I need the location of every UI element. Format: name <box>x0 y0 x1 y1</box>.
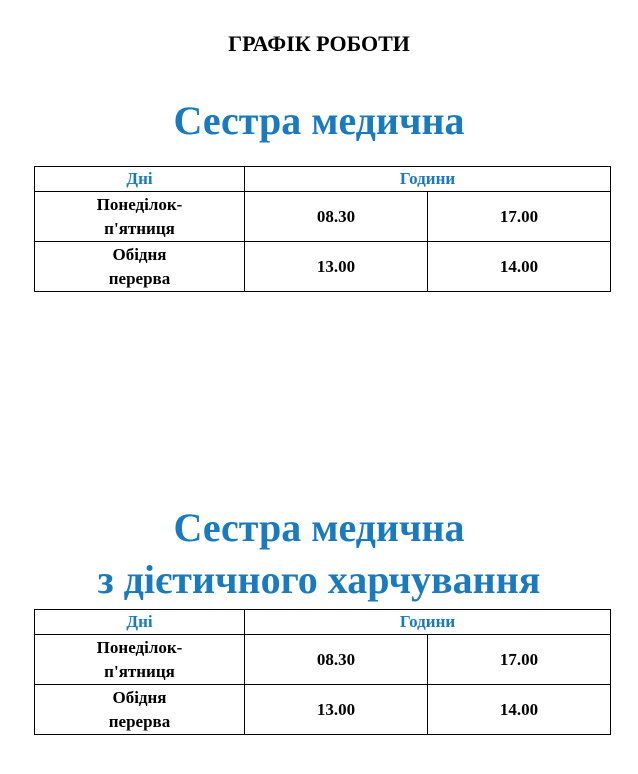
table-row <box>35 242 611 292</box>
day-line: п'ятниця <box>104 661 175 681</box>
day-cell <box>35 685 245 735</box>
day-line: п'ятниця <box>104 218 175 238</box>
time-to-cell: 14.00 <box>428 685 611 735</box>
table-row <box>35 192 611 242</box>
time-to-cell: 17.00 <box>428 192 611 242</box>
table-row <box>35 685 611 735</box>
table-header-row <box>35 610 611 635</box>
table-row <box>35 635 611 685</box>
day-cell <box>35 242 245 292</box>
time-from-cell: 08.30 <box>245 635 428 685</box>
time-from-cell: 13.00 <box>245 685 428 735</box>
section-title-diet-nurse <box>0 502 638 606</box>
day-line: Обідня <box>112 687 167 707</box>
day-line: перерва <box>108 268 171 288</box>
section-title-nurse: Сестра медична <box>173 98 465 143</box>
time-from-cell: 13.00 <box>245 242 428 292</box>
schedule-table-diet-nurse <box>34 609 611 735</box>
page-title: ГРАФІК РОБОТИ <box>228 31 410 56</box>
header-hours: Години <box>245 610 611 635</box>
day-line: Понеділок- <box>96 637 183 657</box>
header-hours: Години <box>245 167 611 192</box>
section-title-line: з дієтичного харчування <box>97 557 541 602</box>
time-to-cell: 17.00 <box>428 635 611 685</box>
day-cell <box>35 635 245 685</box>
day-line: Обідня <box>112 244 167 264</box>
schedule-table-nurse <box>34 166 611 292</box>
table-header-row <box>35 167 611 192</box>
header-days: Дні <box>35 610 245 635</box>
time-to-cell: 14.00 <box>428 242 611 292</box>
day-line: Понеділок- <box>96 194 183 214</box>
time-from-cell: 08.30 <box>245 192 428 242</box>
section-title-line: Сестра медична <box>173 505 465 550</box>
header-days: Дні <box>35 167 245 192</box>
day-line: перерва <box>108 711 171 731</box>
day-cell <box>35 192 245 242</box>
